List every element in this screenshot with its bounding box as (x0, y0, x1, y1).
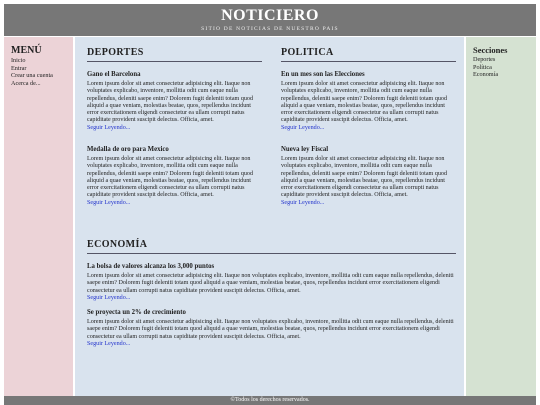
article-text: Lorem ipsum dolor sit amet consectetur adipisicing elit. Itaque non voluptates explicabo, inventore, mollitia odit cum eaque nulla repellendus, deleniti saepe enim? Dolorem fugit deleniti totam quod aliquid a quae veniam, molestias beatae, quos, repellendus incidunt error exercitationem eligendi consectetur ea ullam corrupti natus capiditate provident suscipit delectus. Officia, amet. (281, 156, 448, 199)
article-body (87, 156, 263, 207)
left-sidebar (4, 37, 73, 396)
read-more-link[interactable]: Seguir Leyendo... (281, 199, 325, 206)
read-more-link[interactable]: Seguir Leyendo... (87, 124, 131, 131)
article-body (87, 319, 457, 348)
menu-item-entrar[interactable]: Entrar (11, 64, 27, 72)
article-title: En un mes son las Elecciones (281, 71, 365, 78)
sections-title: Secciones (473, 45, 508, 55)
section-title-politica: POLITICA (281, 47, 456, 62)
article-text: Lorem ipsum dolor sit amet consectetur adipisicing elit. Itaque non voluptates explicabo, inventore, mollitia odit cum eaque nulla repellendus, deleniti saepe enim? Dolorem fugit deleniti totam quod aliquid a quae veniam, molestias beatae, quos, repellendus incidunt error exercitationem eligendi consectetur ea ullam corrupti natus capiditate provident suscipit delectus. Officia, amet. (281, 81, 448, 124)
read-more-link[interactable]: Seguir Leyendo... (87, 294, 131, 301)
read-more-link[interactable]: Seguir Leyendo... (281, 124, 325, 131)
article-text: Lorem ipsum dolor sit amet consectetur adipisicing elit. Itaque non voluptates explicabo, inventore, mollitia odit cum eaque nulla repellendus, deleniti saepe enim? Dolorem fugit deleniti totam quod aliquid a quae veniam, molestias beatae, quos, repellendus incidunt error exercitationem eligendi consectetur ea ullam corrupti natus capiditate provident suscipit delectus. Officia, amet. (87, 81, 254, 124)
menu-item-acerca-de[interactable]: Acerca de... (11, 79, 41, 87)
article-body (87, 273, 457, 302)
article-title: Se proyecta un 2% de crecimiento (87, 309, 186, 316)
section-link-economia[interactable]: Economía (473, 71, 499, 78)
section-title-economia: ECONOMÍA (87, 239, 456, 254)
site-subtitle: SITIO DE NOTICIAS DE NUESTRO PAIS (201, 26, 339, 32)
menu-title: MENÚ (11, 45, 42, 56)
main-content (75, 37, 464, 396)
article-text: Lorem ipsum dolor sit amet consectetur adipisicing elit. Itaque non voluptates explicabo, inventore, mollitia odit cum eaque nulla repellendus, deleniti saepe enim? Dolorem fugit deleniti totam quod aliquid a quae veniam, molestias beatae, quos, repellendus incidunt error exercitationem eligendi consectetur ea ullam corrupti natus capiditate provident suscipit delectus. Officia, amet. (87, 156, 254, 199)
right-sidebar (466, 37, 536, 396)
article-title: Gano el Barcelona (87, 71, 141, 78)
site-title: NOTICIERO (221, 7, 319, 24)
article-text: Lorem ipsum dolor sit amet consectetur adipisicing elit. Itaque non voluptates explicabo, inventore, mollitia odit cum eaque nulla repellendus, deleniti saepe enim? Dolorem fugit deleniti totam quod aliquid a quae veniam, molestias beatae, quos, repellendus incidunt error exercitationem eligendi consectetur ea ullam corrupti natus capiditate provident suscipit delectus. Officia, amet. (87, 273, 454, 294)
section-link-deportes[interactable]: Deportes (473, 56, 496, 63)
menu-item-crear-cuenta[interactable]: Crear una cuenta (11, 72, 53, 79)
site-footer: ©Todos los derechos reservados. (4, 396, 536, 405)
article-body (281, 156, 457, 207)
article-title: Medalla de oro para Mexico (87, 146, 169, 153)
read-more-link[interactable]: Seguir Leyendo... (87, 199, 131, 206)
article-text: Lorem ipsum dolor sit amet consectetur adipisicing elit. Itaque non voluptates explicabo, inventore, mollitia odit cum eaque nulla repellendus, deleniti saepe enim? Dolorem fugit deleniti totam quod aliquid a quae veniam, molestias beatae, quos, repellendus incidunt error exercitationem eligendi consectetur ea ullam corrupti natus capiditate provident suscipit delectus. Officia, amet. (87, 319, 454, 340)
read-more-link[interactable]: Seguir Leyendo... (87, 340, 131, 347)
article-body (281, 81, 457, 132)
menu-item-inicio[interactable]: Inicio (11, 57, 26, 64)
section-link-politica[interactable]: Política (473, 63, 492, 71)
article-title: La bolsa de valores alcanza los 3,000 puntos (87, 263, 215, 270)
site-header (4, 4, 536, 36)
article-body (87, 81, 263, 132)
article-title: Nueva ley Fiscal (281, 146, 329, 153)
section-title-deportes: DEPORTES (87, 47, 262, 62)
